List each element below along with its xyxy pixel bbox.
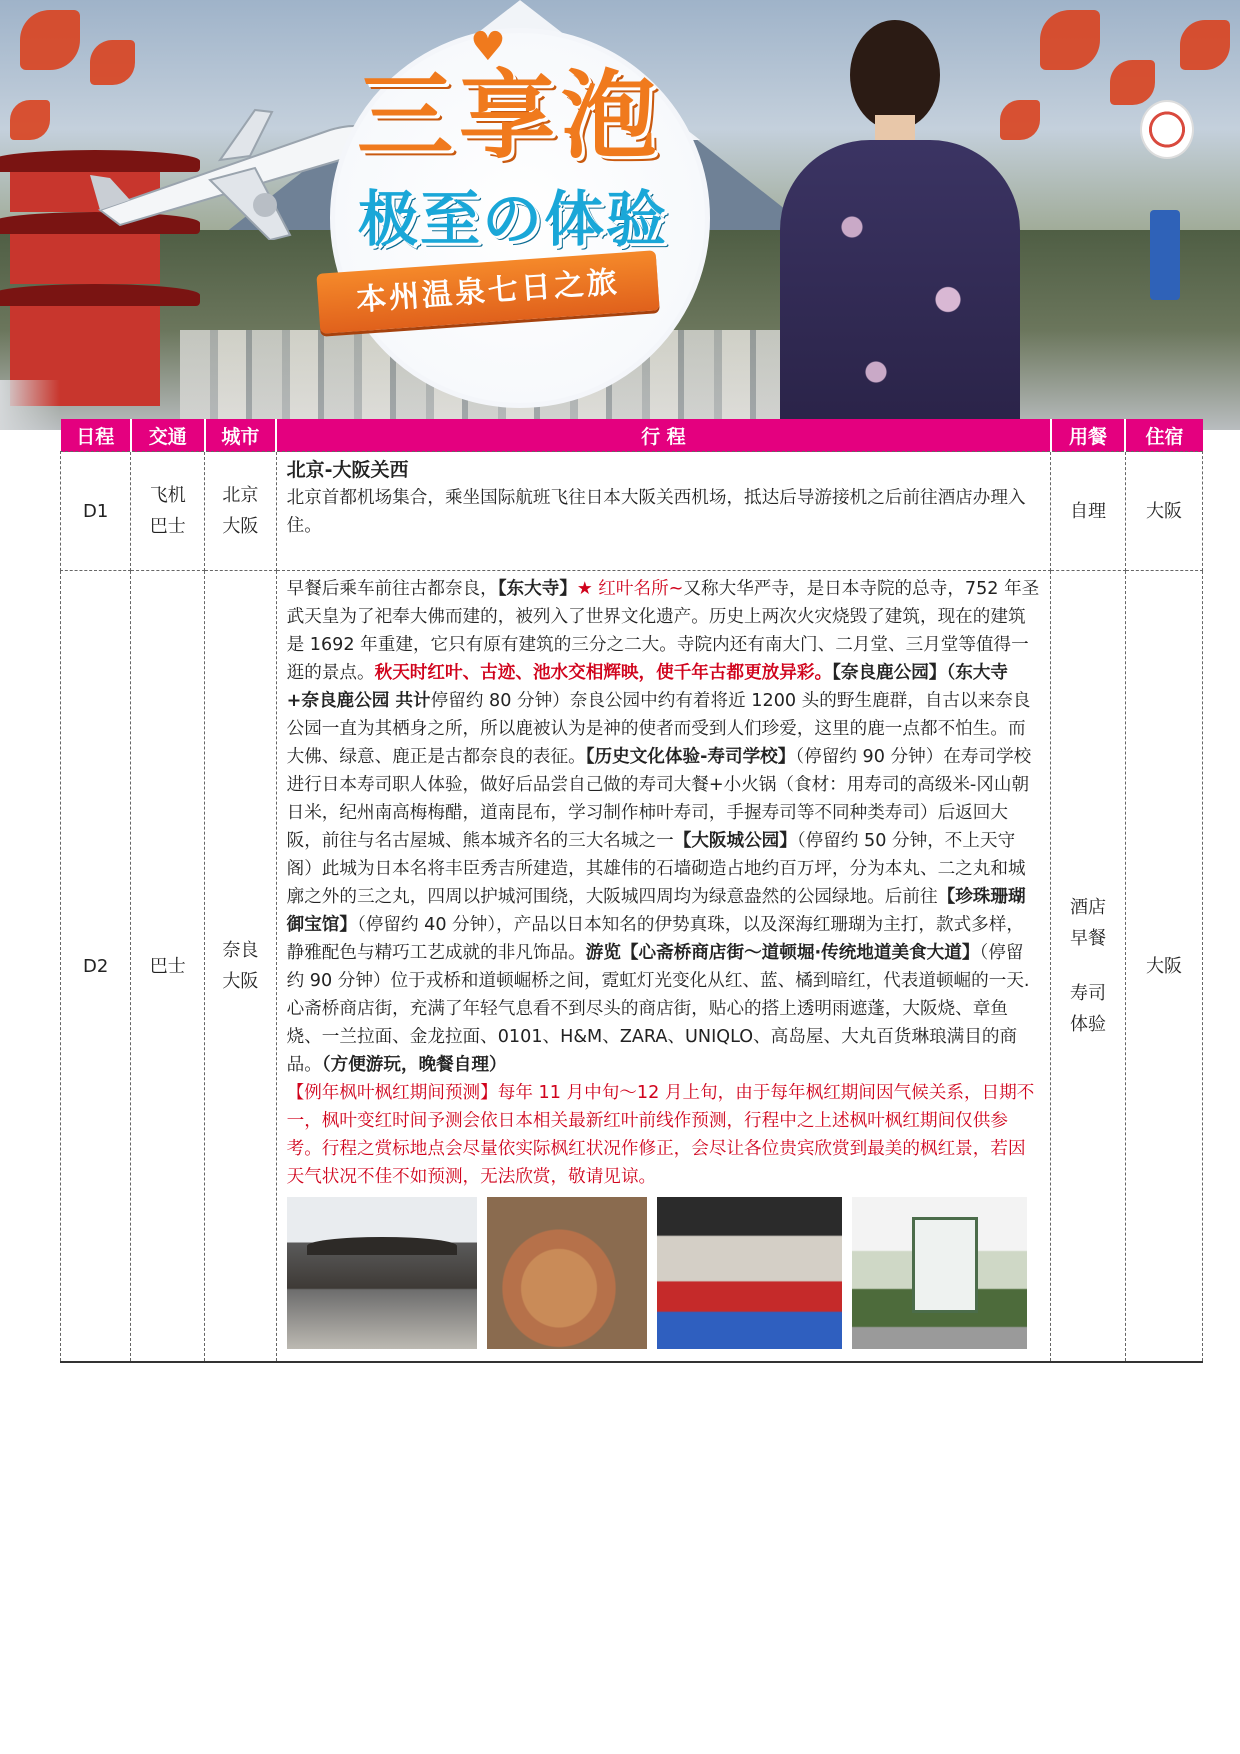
day-heading: 北京-大阪关西 <box>286 459 409 481</box>
header-itinerary: 行 程 <box>276 419 1051 452</box>
attraction-nara-park: 【奈良鹿公园】（东大寺+奈良鹿公园 共计 <box>286 663 1008 711</box>
sushi-school-photo <box>657 1197 842 1349</box>
header-hotel: 住宿 <box>1125 419 1202 452</box>
mist-overlay <box>0 380 60 430</box>
osaka-castle-photo <box>852 1197 1027 1349</box>
text-run: （停留约 90 分钟）在寿司学校进行日本寿司职人体验，做好后品尝自己做的寿司大餐+小火锅（食材：用寿司的高级米-冈山朝日米，纪州南高梅梅醋，道南昆布，学习制作柿叶寿司，手握寿司等不同种类寿司）后返回大阪，前往与名古屋城、熊本城齐名的三大名城之一 <box>286 747 1032 851</box>
header-city: 城市 <box>205 419 277 452</box>
itinerary-cell <box>276 452 1051 571</box>
transport-item: 巴士 <box>149 516 186 537</box>
city-cell <box>205 452 277 571</box>
table-row <box>61 452 1203 571</box>
itinerary-text <box>287 575 1041 1079</box>
transport-item: 飞机 <box>149 485 186 506</box>
hotel-cell: 大阪 <box>1125 452 1202 571</box>
maple-leaf-icon <box>90 40 135 85</box>
forecast-text: 每年 11 月中旬～12 月上旬，由于每年枫红期间因气候关系，日期不一，枫叶变红时间予测会依日本相关最新红叶前线作预测，行程中之上述枫叶枫红期间仅供参考。行程之赏标地点会尽量依实际枫红状况作修正，会尽让各位贵宾欣赏到最美的枫红景，若因天气状况不佳不如预测，无法欣赏，敬请见谅。 <box>286 1083 1035 1187</box>
dinner-note: （方便游玩，晚餐自理） <box>321 1055 507 1075</box>
text-run: 早餐后乘车前往古都奈良， <box>286 579 498 599</box>
header-banner <box>0 0 1240 430</box>
maple-leaf-icon <box>1110 60 1155 105</box>
table-row <box>61 571 1203 1363</box>
itinerary-table <box>60 419 1203 1363</box>
maple-spot-note: ★ 红叶名所~ <box>576 579 684 599</box>
banner-title: 三享泡 <box>357 60 663 172</box>
text-run: 又称大华严寺，是日本寺院的总寺，752 年圣武天皇为了祀奉大佛而建的，被列入了世界文化遗产。历史上两次火灾烧毁了建筑，现在的建筑是 1692 年重建，它只有原有建筑的三分之二大。寺院内还有南大门、二月堂、三月堂等值得一逛的景点。 <box>286 579 1040 683</box>
ribbon-text: 本州温泉七日之旅 <box>355 264 621 319</box>
city-cell <box>205 571 277 1363</box>
day-cell: D2 <box>61 571 131 1363</box>
header-meal: 用餐 <box>1051 419 1126 452</box>
wind-chime-icon <box>1140 100 1194 159</box>
header-day: 日程 <box>61 419 131 452</box>
attraction-sushi-school: 【历史文化体验-寿司学校】 <box>585 747 796 767</box>
maple-leaf-icon <box>1040 10 1100 70</box>
header-transport: 交通 <box>131 419 205 452</box>
meal-item: 酒店 <box>1070 897 1107 918</box>
maple-forecast-note <box>287 1079 1041 1191</box>
city-item: 大阪 <box>222 971 259 992</box>
photo-strip <box>287 1197 1041 1349</box>
attraction-todaiji: 【东大寺】 <box>497 579 577 599</box>
attraction-osaka-castle: 【大阪城公园】 <box>673 831 797 851</box>
maple-leaf-icon <box>20 10 80 70</box>
todaiji-photo <box>287 1197 477 1349</box>
text-run: （停留约 90 分钟）位于戎桥和道顿崛桥之间，霓虹灯光变化从红、蓝、橘到暗红，代表道顿崛的一天.心斋桥商店街，充满了年轻气息看不到尽头的商店街，贴心的搭上透明雨遮蓬，大阪烧、章鱼烧、一兰拉面、金龙拉面、0101、H&M、ZARA、UNIQLO、高岛屋、大丸百货琳琅满目的商品。 <box>286 943 1030 1075</box>
hotel-cell: 大阪 <box>1125 571 1202 1363</box>
maple-leaf-icon <box>10 100 50 140</box>
attraction-pearl-coral: 【珍珠珊瑚御宝馆】 <box>286 887 1026 935</box>
transport-cell: 巴士 <box>131 571 205 1363</box>
wind-chime-strip <box>1150 210 1180 300</box>
deer-photo <box>487 1197 647 1349</box>
itinerary-text: 北京首都机场集合，乘坐国际航班飞往日本大阪关西机场，抵达后导游接机之后前往酒店办理入住。 <box>286 488 1026 536</box>
text-run: （停留约 50 分钟，不上天守阁）此城为日本名将丰臣秀吉所建造，其雄伟的石墙砌造占地约百万坪，分为本丸、二之丸和城廓之外的三之丸，四周以护城河围绕，大阪城四周均为绿意盎然的公园绿地。后前往 <box>286 831 1026 907</box>
attraction-shinsaibashi: 游览【心斋桥商店街～道顿堀·传统地道美食大道】 <box>585 943 980 963</box>
day-cell: D1 <box>61 452 131 571</box>
text-run: （停留约 40 分钟），产品以日本知名的伊势真珠，以及深海红珊瑚为主打，款式多样，静雅配色与精巧工艺成就的非凡饰品。 <box>286 915 1024 963</box>
transport-cell <box>131 452 205 571</box>
itinerary-cell <box>276 571 1051 1363</box>
heart-icon: ♥ <box>470 24 506 70</box>
meal-cell <box>1051 571 1126 1363</box>
banner-subtitle: 极至の体验 <box>358 185 668 255</box>
city-item: 大阪 <box>222 516 259 537</box>
highlight-note: 秋天时红叶、古迹、池水交相辉映，使千年古都更放异彩。 <box>374 663 833 683</box>
meal-item: 体验 <box>1070 1014 1107 1035</box>
city-item: 奈良 <box>222 940 259 961</box>
forecast-heading: 【例年枫叶枫红期间预测】 <box>286 1083 498 1103</box>
table-header-row <box>61 419 1203 452</box>
text-run: 停留约 80 分钟）奈良公园中约有着将近 1200 头的野生鹿群，自古以来奈良公园一直为其栖身之所，所以鹿被认为是神的使者而受到人们珍爱，这里的鹿一点都不怕生。而大佛、绿意、鹿正是古都奈良的表征。 <box>286 691 1031 767</box>
city-item: 北京 <box>222 485 259 506</box>
maple-leaf-icon <box>1180 20 1230 70</box>
meal-item: 早餐 <box>1070 928 1107 949</box>
kimono-woman-image <box>780 0 1020 430</box>
meal-cell: 自理 <box>1051 452 1126 571</box>
meal-item: 寿司 <box>1070 983 1107 1004</box>
